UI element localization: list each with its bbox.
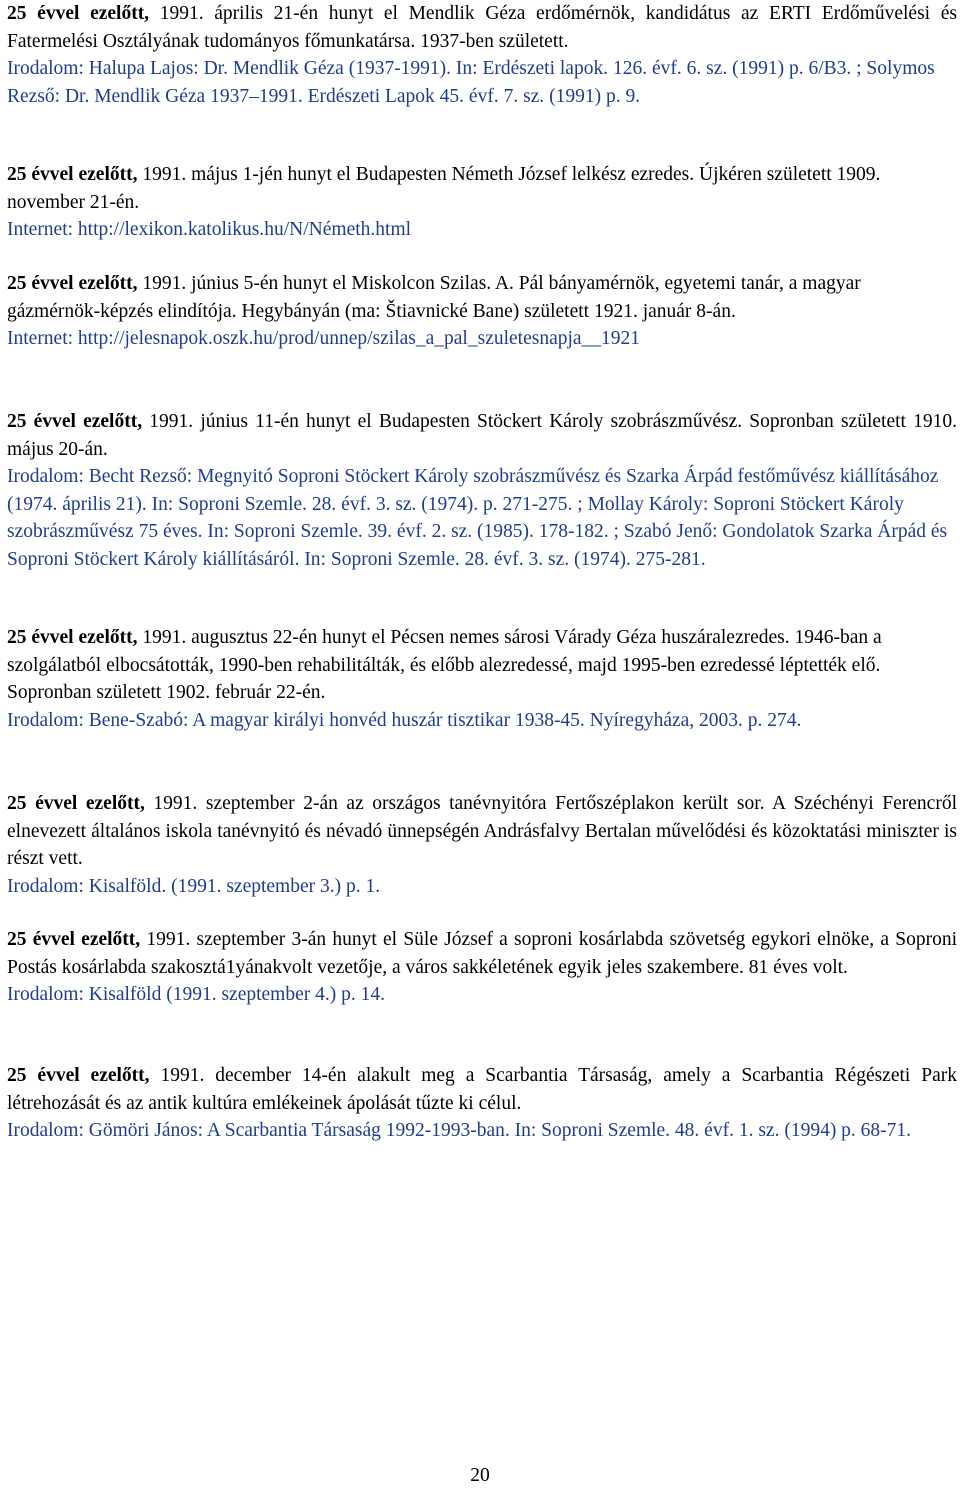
page-number: 20 [470,1465,490,1486]
entry-literature: Irodalom: Bene-Szabó: A magyar királyi honvéd huszár tisztikar 1938-45. Nyíregyháza, 2003. p. 274. [7,709,802,731]
entry-scarbantia-tarsasag [7,1062,957,1145]
entry-body [7,0,957,55]
entry-literature: Irodalom: Gömöri János: A Scarbantia Társaság 1992-1993-ban. In: Soproni Szemle. 48. évf. 1. sz. (1994) p. 68-71. [7,1120,912,1141]
entry-heading: 25 évvel ezelőtt, [7,793,145,814]
entry-heading: 25 évvel ezelőtt, [7,3,150,24]
entry-text: 1991. április 21-én hunyt el Mendlik Géza erdőmérnök, kandidátus az ERTI Erdőművelési és Fatermelési Osztályának tudományos főmunkatársa. 1937-ben született. [7,3,957,52]
entry-heading: 25 évvel ezelőtt, [7,411,143,432]
entry-body [7,1062,957,1117]
entry-text: 1991. december 14-én alakult meg a Scarbantia Társaság, amely a Scarbantia Régészeti Park létrehozását és az antik kultúra emlékeinek ápolását tűzte ki célul. [7,1065,957,1114]
entry-stockert-karoly [7,408,957,573]
entry-text: 1991. szeptember 2-án az országos tanévnyitóra Fertőszéplakon került sor. A Széchényi Ferencről elnevezett általános iskola tanévnyitó és névadó ünnepségén Andrásfalvy Bertalan művelődési és közoktatási miniszter is részt vett. [7,793,957,869]
entry-body [7,790,957,873]
entry-heading: 25 évvel ezelőtt, [7,164,138,185]
entry-heading: 25 évvel ezelőtt, [7,627,138,648]
entry-body [7,624,957,707]
entry-heading: 25 évvel ezelőtt, [7,929,141,950]
entry-literature: Irodalom: Halupa Lajos: Dr. Mendlik Géza (1937-1991). In: Erdészeti lapok. 126. évf. 6. sz. (1991) p. 6/B3. ; Solymos Rezső: Dr. Mendlik Géza 1937–1991. Erdészeti Lapok 45. évf. 7. sz. (1991) p. 9. [7,58,935,107]
entry-literature: Internet: http://jelesnapok.oszk.hu/prod/unnep/szilas_a_pal_szuletesnapja__1921 [7,328,641,349]
entry-literature: Irodalom: Kisalföld (1991. szeptember 4.) p. 14. [7,984,385,1005]
entry-literature: Internet: http://lexikon.katolikus.hu/N/Németh.html [7,219,412,240]
entry-heading: 25 évvel ezelőtt, [7,273,138,294]
entry-varady-geza [7,624,957,734]
entry-szilas-pal [7,270,957,353]
entry-text: 1991. augusztus 22-én hunyt el Pécsen nemes sárosi Várady Géza huszáralezredes. 1946-ban a szolgálatból elbocsátották, 1990-ben rehabilitálták, és előbb alezredessé, majd 1995-ben ezredessé léptették elő. Sopronban született 1902. február 22-én. [7,627,882,703]
entry-text: 1991. június 5-én hunyt el Miskolcon Szilas. A. Pál bányamérnök, egyetemi tanár, a magyar gázmérnök-képzés elindítója. Hegybányán (ma: Štiavnické Bane) született 1921. január 8-án. [7,273,861,322]
entry-body [7,408,957,463]
entry-literature: Irodalom: Becht Rezső: Megnyitó Soproni Stöckert Károly szobrászművész és Szarka Árpád festőművész kiállításához (1974. április 21). In: Soproni Szemle. 28. évf. 3. sz. (1974). p. 271-275. ; Mollay Károly: Soproni Stöckert Károly szobrászművész 75 éves. In: Soproni Szemle. 39. évf. 2. sz. (1985). 178-182. ; Szabó Jenő: Gondolatok Szarka Árpád és Soproni Stöckert Károly kiállításáról. In: Soproni Szemle. 28. évf. 3. sz. (1974). 275-281. [7,466,948,570]
entry-body [7,161,957,216]
entry-body [7,926,957,981]
entry-nemeth-jozsef [7,161,957,244]
entry-mendlik-geza [7,0,957,110]
entry-body [7,270,957,325]
entry-heading: 25 évvel ezelőtt, [7,1065,150,1086]
entry-text: 1991. szeptember 3-án hunyt el Süle József a soproni kosárlabda szövetség egykori elnöke, a Soproni Postás kosárlabda szakosztá1yánakvolt vezetője, a város sakkéletének egyik jeles szakembere. 81 éves volt. [7,929,957,978]
entry-text: 1991. május 1-jén hunyt el Budapesten Németh József lelkész ezredes. Újkéren született 1909. november 21-én. [7,164,881,213]
entry-text: 1991. június 11-én hunyt el Budapesten Stöckert Károly szobrászművész. Sopronban született 1910. május 20-án. [7,411,957,460]
entry-literature: Irodalom: Kisalföld. (1991. szeptember 3.) p. 1. [7,875,381,897]
entry-sule-jozsef [7,926,957,1009]
entry-tanevnyito [7,790,957,900]
